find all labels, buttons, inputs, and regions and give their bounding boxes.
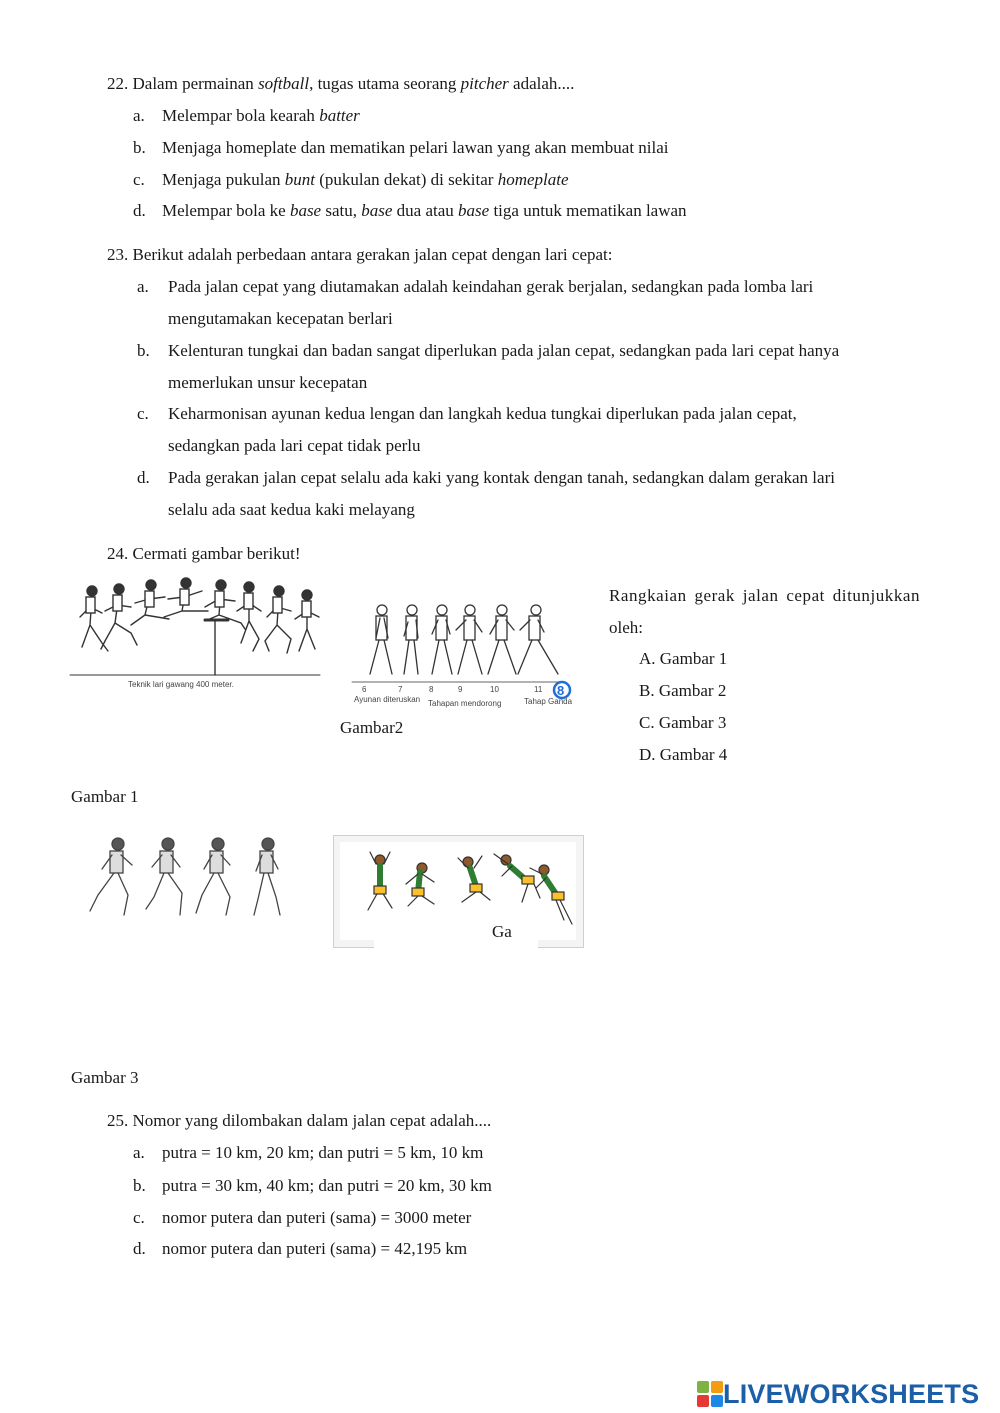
fig2-step-number: 6 [362,685,367,694]
q25-option-a[interactable]: a. putra = 10 km, 20 km; dan putri = 5 km, 10 km [133,1143,484,1162]
jumper-figure [368,852,392,910]
liveworksheets-logo[interactable] [697,1380,979,1408]
figure-1-caption: Teknik lari gawang 400 meter. [128,680,234,689]
q23-stem: 23. Berikut adalah perbedaan antara gerakan jalan cepat dengan lari cepat: [107,245,613,264]
walker-figure [432,605,452,674]
runner-figure [90,838,132,915]
liveworksheets-logo-icon [697,1381,723,1407]
figure-3-running [80,833,305,928]
figure-2-race-walk [352,600,574,712]
runner-figure [80,586,108,651]
q23-option-a[interactable]: a. Pada jalan cepat yang diutamakan adalah keindahan gerak berjalan, sedangkan pada lomba lari [137,277,814,296]
fig2-phase-label: Ayunan diteruskan [354,695,421,704]
runner-figure [146,838,182,915]
q22-number: 22. [107,74,129,93]
fig2-step-number: 10 [490,685,499,694]
figure-2-label: Gambar2 [340,718,404,737]
q23-option-b[interactable]: b. Kelenturan tungkai dan badan sangat diperlukan pada jalan cepat, sedangkan pada lari cepat hanya [137,341,840,360]
q25-option-c[interactable]: c. nomor putera dan puteri (sama) = 3000 meter [133,1208,472,1227]
runner-figure [295,590,319,651]
q23-option-c-line2: sedangkan pada lari cepat tidak perlu [168,436,421,455]
q25-option-d[interactable]: d. nomor putera dan puteri (sama) = 42,195 km [133,1239,468,1258]
fig2-step-number: 7 [398,685,403,694]
runner-figure [254,838,280,915]
jumper-figure [458,856,490,902]
figure-4-frame [333,835,584,948]
fig2-step-number: 11 [534,685,543,694]
figure-4-label: Ga [492,922,512,941]
q23-option-a-line2: mengutamakan kecepatan berlari [168,309,393,328]
runner-figure [131,580,169,625]
q23-option-d[interactable]: d. Pada gerakan jalan cepat selalu ada kaki yang kontak dengan tanah, sedangkan dalam gerakan lari [137,468,835,487]
fig2-phase-label: Tahapan mendorong [428,699,502,708]
jumper-figure [494,854,540,902]
q24-option-d[interactable]: D. Gambar 4 [639,745,728,764]
q23-option-b-line2: memerlukan unsur kecepatan [168,373,368,392]
q24-option-a[interactable]: A. Gambar 1 [639,649,728,668]
walker-figure [456,605,482,674]
fig2-badge: 8 [557,683,565,698]
walker-figure [370,605,392,674]
walker-figure [518,605,558,674]
q22-option-b[interactable]: b. Menjaga homeplate dan mematikan pelari lawan yang akan membuat nilai [133,138,669,157]
walker-figure [404,605,418,674]
fig2-step-number: 8 [429,685,434,694]
q22-option-a[interactable]: a. Melempar bola kearah batter [133,106,360,125]
q25-option-b[interactable]: b. putra = 30 km, 40 km; dan putri = 20 km, 30 km [133,1176,492,1195]
q23-option-c[interactable]: c. Keharmonisan ayunan kedua lengan dan langkah kedua tungkai diperlukan pada jalan cepat, [137,404,797,423]
figure-1-hurdles [70,575,325,695]
q22-stem: 22. Dalam permainan softball, tugas utama seorang pitcher adalah.... [107,74,575,93]
q25-stem: 25. Nomor yang dilombakan dalam jalan cepat adalah.... [107,1111,492,1130]
runner-figure [164,578,208,617]
fig2-phase-label: Tahap Ganda [524,697,573,706]
q22-option-d[interactable]: d. Melempar bola ke base satu, base dua atau base tiga untuk mematikan lawan [133,201,687,220]
jumper-figure [530,865,572,924]
q24-stem: 24. Cermati gambar berikut! [107,544,301,563]
fig2-step-number: 9 [458,685,463,694]
runner-figure [237,582,261,651]
q24-prompt-line2: oleh: [609,618,643,637]
q23-option-d-line2: selalu ada saat kedua kaki melayang [168,500,415,519]
runner-figure [196,838,230,915]
jumper-figure [406,863,434,906]
q22-option-c[interactable]: c. Menjaga pukulan bunt (pukulan dekat) di sekitar homeplate [133,170,569,189]
runner-figure [101,584,137,649]
walker-figure [488,605,516,674]
q24-option-c[interactable]: C. Gambar 3 [639,713,727,732]
figure-1-label: Gambar 1 [71,787,139,806]
q24-prompt-line1: Rangkaian gerak jalan cepat ditunjukkan [609,586,921,605]
figure-3-label: Gambar 3 [71,1068,139,1087]
runner-figure [205,580,245,629]
liveworksheets-logo-text: LIVEWORKSHEETS [723,1378,980,1409]
q24-option-b[interactable]: B. Gambar 2 [639,681,727,700]
runner-figure [265,586,291,653]
